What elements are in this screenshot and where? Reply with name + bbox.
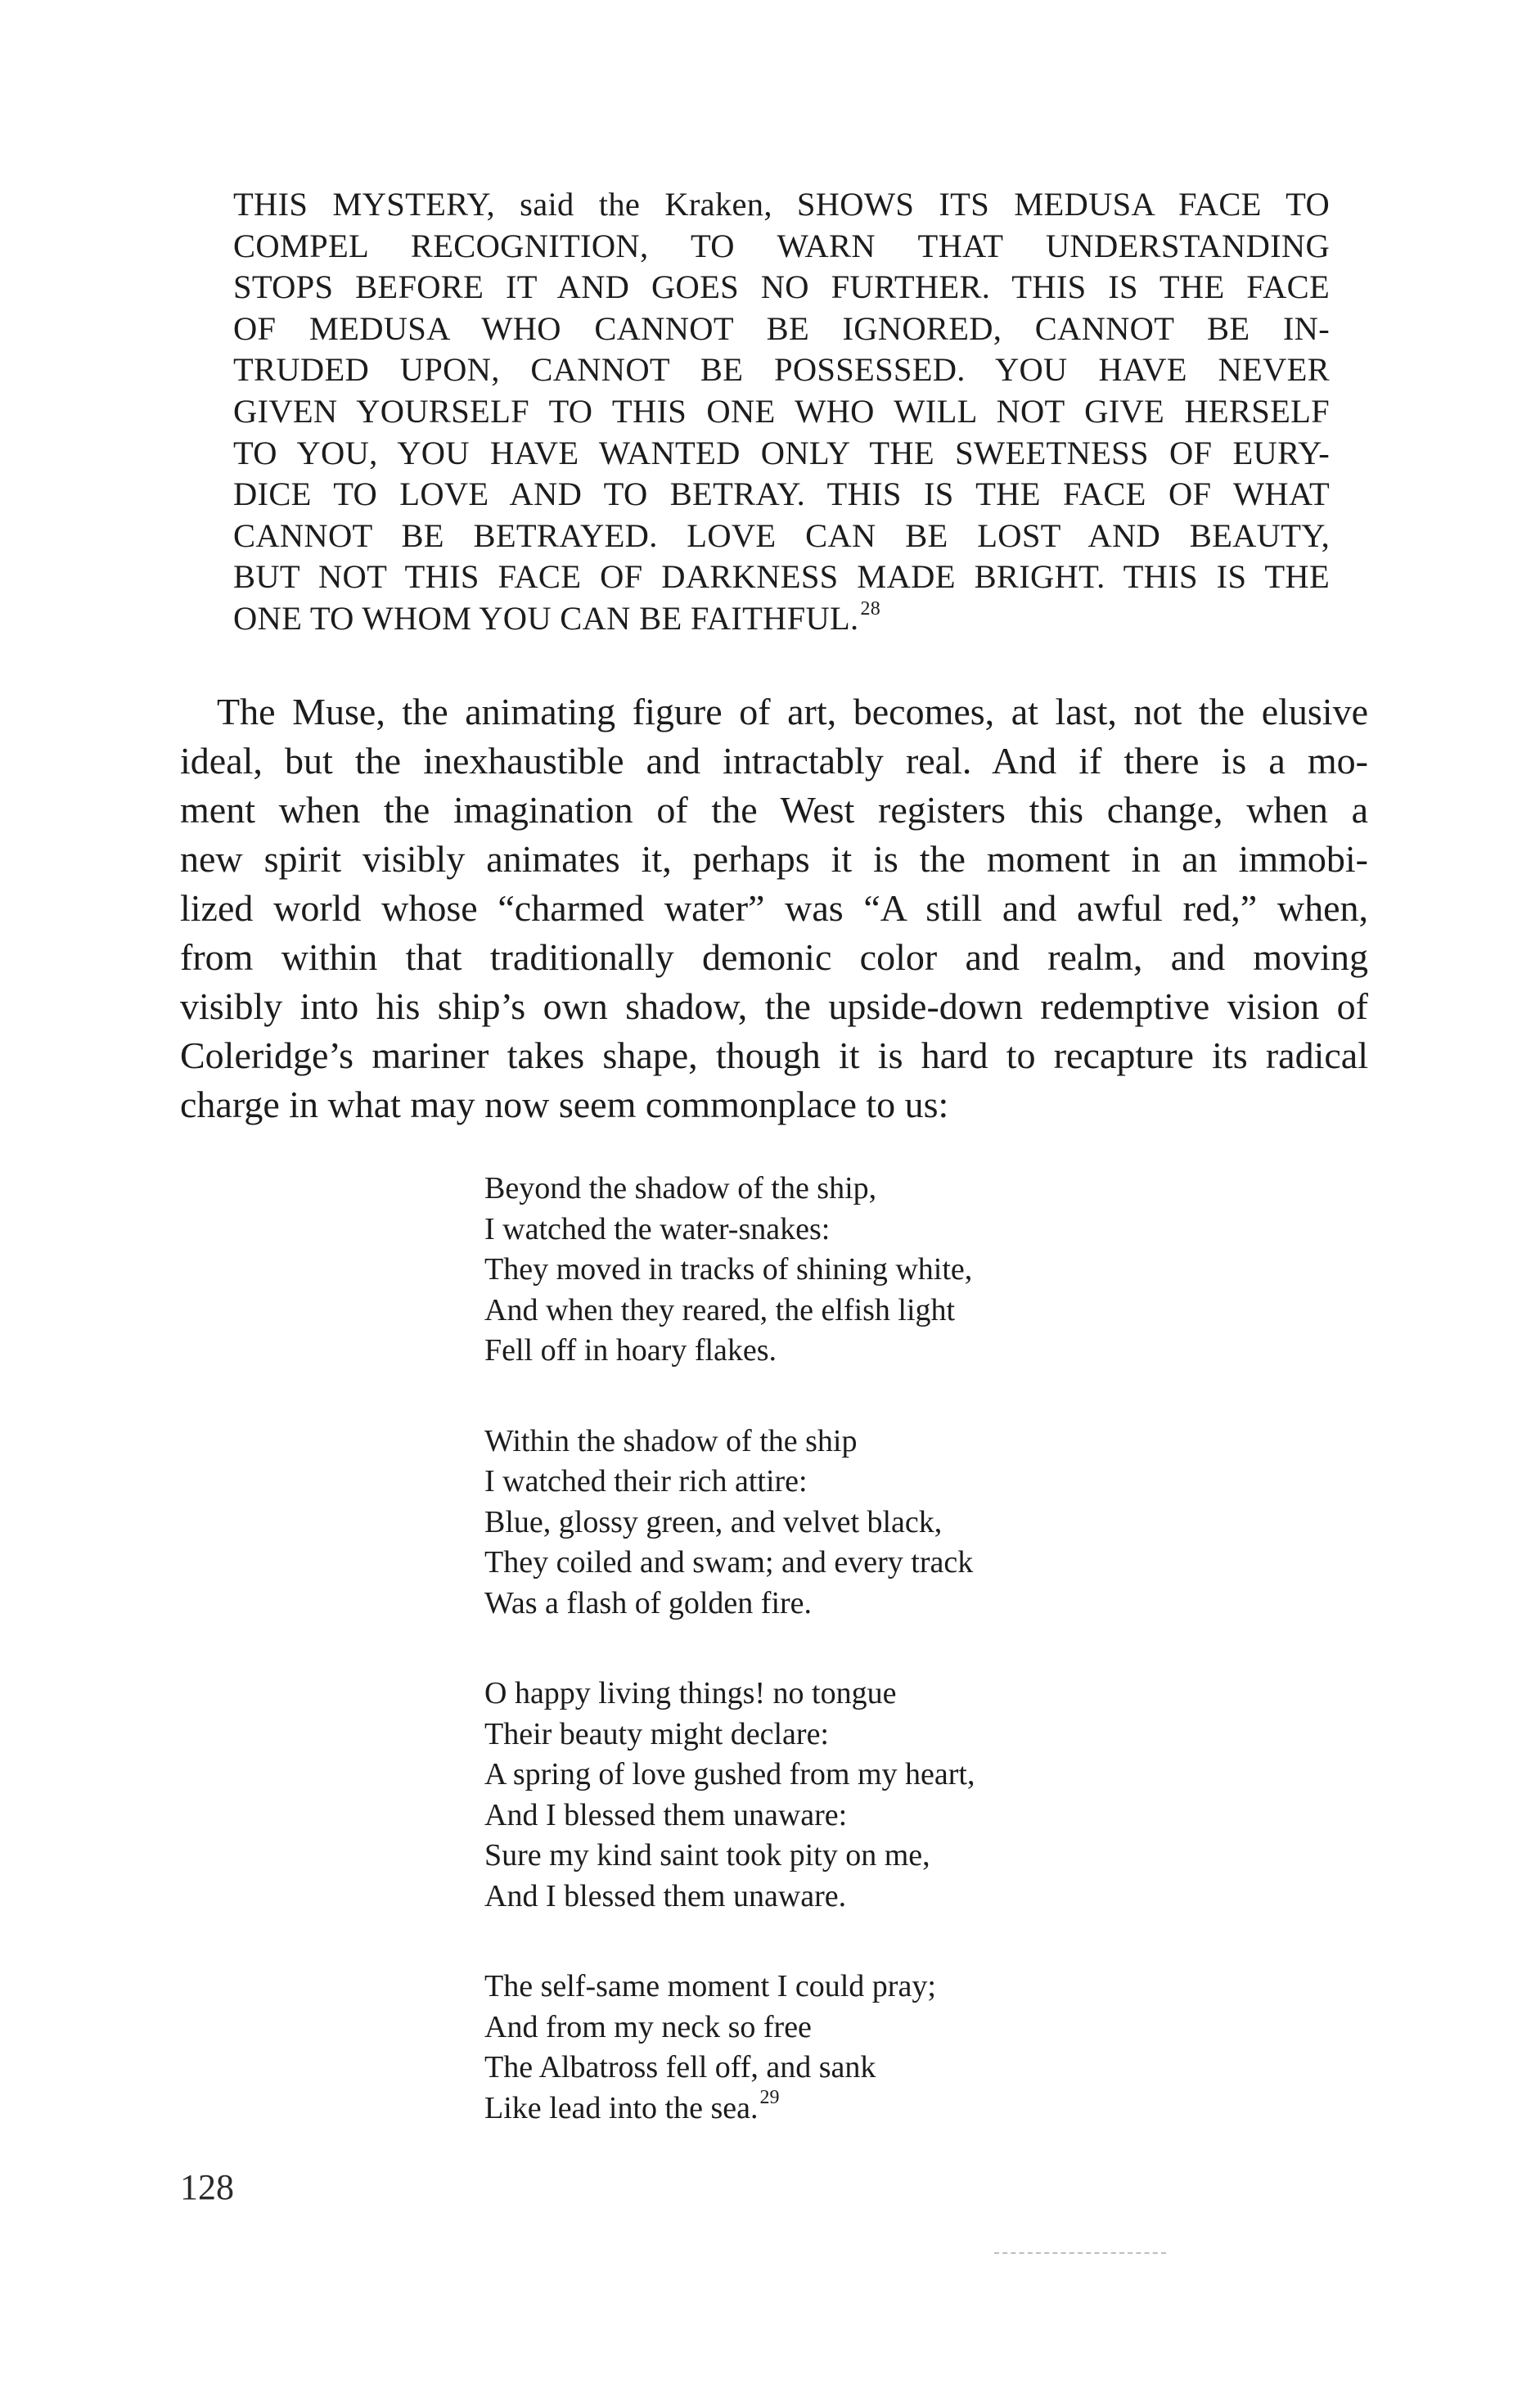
poem-line: O happy living things! no tongue	[484, 1676, 897, 1710]
paragraph-line: The Muse, the animating figure of art, becomes, at last, not the elusive	[217, 691, 1368, 732]
poem-stanza	[484, 1422, 975, 1625]
quote-line: OF MEDUSA WHO CANNOT BE IGNORED, CANNOT BE IN-	[233, 309, 1330, 347]
quote-line: TO YOU, YOU HAVE WANTED ONLY THE SWEETNESS OF EURY-	[233, 434, 1330, 471]
footnote-marker: 29	[759, 2086, 780, 2108]
paragraph-line: Coleridge’s mariner takes shape, though it is hard to recapture its radical	[180, 1034, 1368, 1076]
quote-line: STOPS BEFORE IT AND GOES NO FURTHER. THIS IS THE FACE	[233, 268, 1330, 306]
poem-line: Their beauty might declare:	[484, 1716, 829, 1751]
poem-line: The Albatross fell off, and sank	[484, 2050, 876, 2084]
paragraph-line: lized world whose “charmed water” was “A still and awful red,” when,	[180, 887, 1368, 929]
quote-line: CANNOT BE BETRAYED. LOVE CAN BE LOST AND BEAUTY,	[233, 516, 1330, 554]
poem-line: And from my neck so free	[484, 2009, 812, 2044]
poem-line: Fell off in hoary flakes.	[484, 1333, 777, 1368]
quote-line: GIVEN YOURSELF TO THIS ONE WHO WILL NOT GIVE HERSELF	[233, 392, 1330, 430]
poem-line: Was a flash of golden fire.	[484, 1585, 813, 1620]
poem-line: The self-same moment I could pray;	[484, 1969, 936, 2003]
quote-line: TRUDED UPON, CANNOT BE POSSESSED. YOU HAVE NEVER	[233, 351, 1330, 389]
poem-line: A spring of love gushed from my heart,	[484, 1757, 975, 1791]
poem-line: And I blessed them unaware:	[484, 1797, 848, 1832]
poem-line: Sure my kind saint took pity on me,	[484, 1838, 930, 1872]
poem-line: I watched their rich attire:	[484, 1464, 808, 1498]
quote-line: BUT NOT THIS FACE OF DARKNESS MADE BRIGHT. THIS IS THE	[233, 558, 1330, 596]
quote-line: COMPEL RECOGNITION, TO WARN THAT UNDERSTANDING	[233, 227, 1330, 264]
paragraph-line: from within that traditionally demonic color and realm, and moving	[180, 936, 1368, 978]
paragraph-line: new spirit visibly animates it, perhaps it is the moment in an immobi-	[180, 838, 1368, 880]
poem-line: And I blessed them unaware.	[484, 1878, 847, 1913]
paragraph-line: visibly into his ship’s own shadow, the upside-down redemptive vision of	[180, 985, 1368, 1027]
poem-line: And when they reared, the elfish light	[484, 1292, 956, 1327]
poem-stanza	[484, 1169, 975, 1372]
paragraph-line: charge in what may now seem commonplace to us:	[180, 1084, 949, 1125]
page-number: 128	[180, 2167, 234, 2207]
poem-line-last	[484, 2086, 975, 2129]
poem-line: Blue, glossy green, and velvet black,	[484, 1504, 943, 1539]
quote-last-text: ONE TO WHOM YOU CAN BE FAITHFUL.	[233, 599, 859, 637]
footnote-marker: 28	[860, 597, 881, 620]
poem-line: They coiled and swam; and every track	[484, 1545, 974, 1580]
kraken-block-quote	[233, 184, 1330, 640]
poem-line: Within the shadow of the ship	[484, 1423, 858, 1458]
poem-line: They moved in tracks of shining white,	[484, 1252, 973, 1287]
scan-mark	[994, 2252, 1166, 2254]
poem-stanza	[484, 1967, 975, 2129]
poem-last-text: Like lead into the sea.	[484, 2090, 759, 2125]
poem-quotation	[484, 1169, 975, 2179]
paragraph-line: ment when the imagination of the West registers this change, when a	[180, 789, 1368, 831]
quote-line: THIS MYSTERY, said the Kraken, SHOWS ITS MEDUSA FACE TO	[233, 186, 1330, 223]
paragraph-line: ideal, but the inexhaustible and intractably real. And if there is a mo-	[180, 740, 1368, 782]
poem-line: I watched the water-snakes:	[484, 1211, 831, 1246]
quote-line-last	[233, 598, 1330, 640]
poem-line: Beyond the shadow of the ship,	[484, 1171, 877, 1206]
body-paragraph	[180, 687, 1368, 1129]
poem-stanza	[484, 1674, 975, 1917]
quote-line: DICE TO LOVE AND TO BETRAY. THIS IS THE FACE OF WHAT	[233, 475, 1330, 513]
